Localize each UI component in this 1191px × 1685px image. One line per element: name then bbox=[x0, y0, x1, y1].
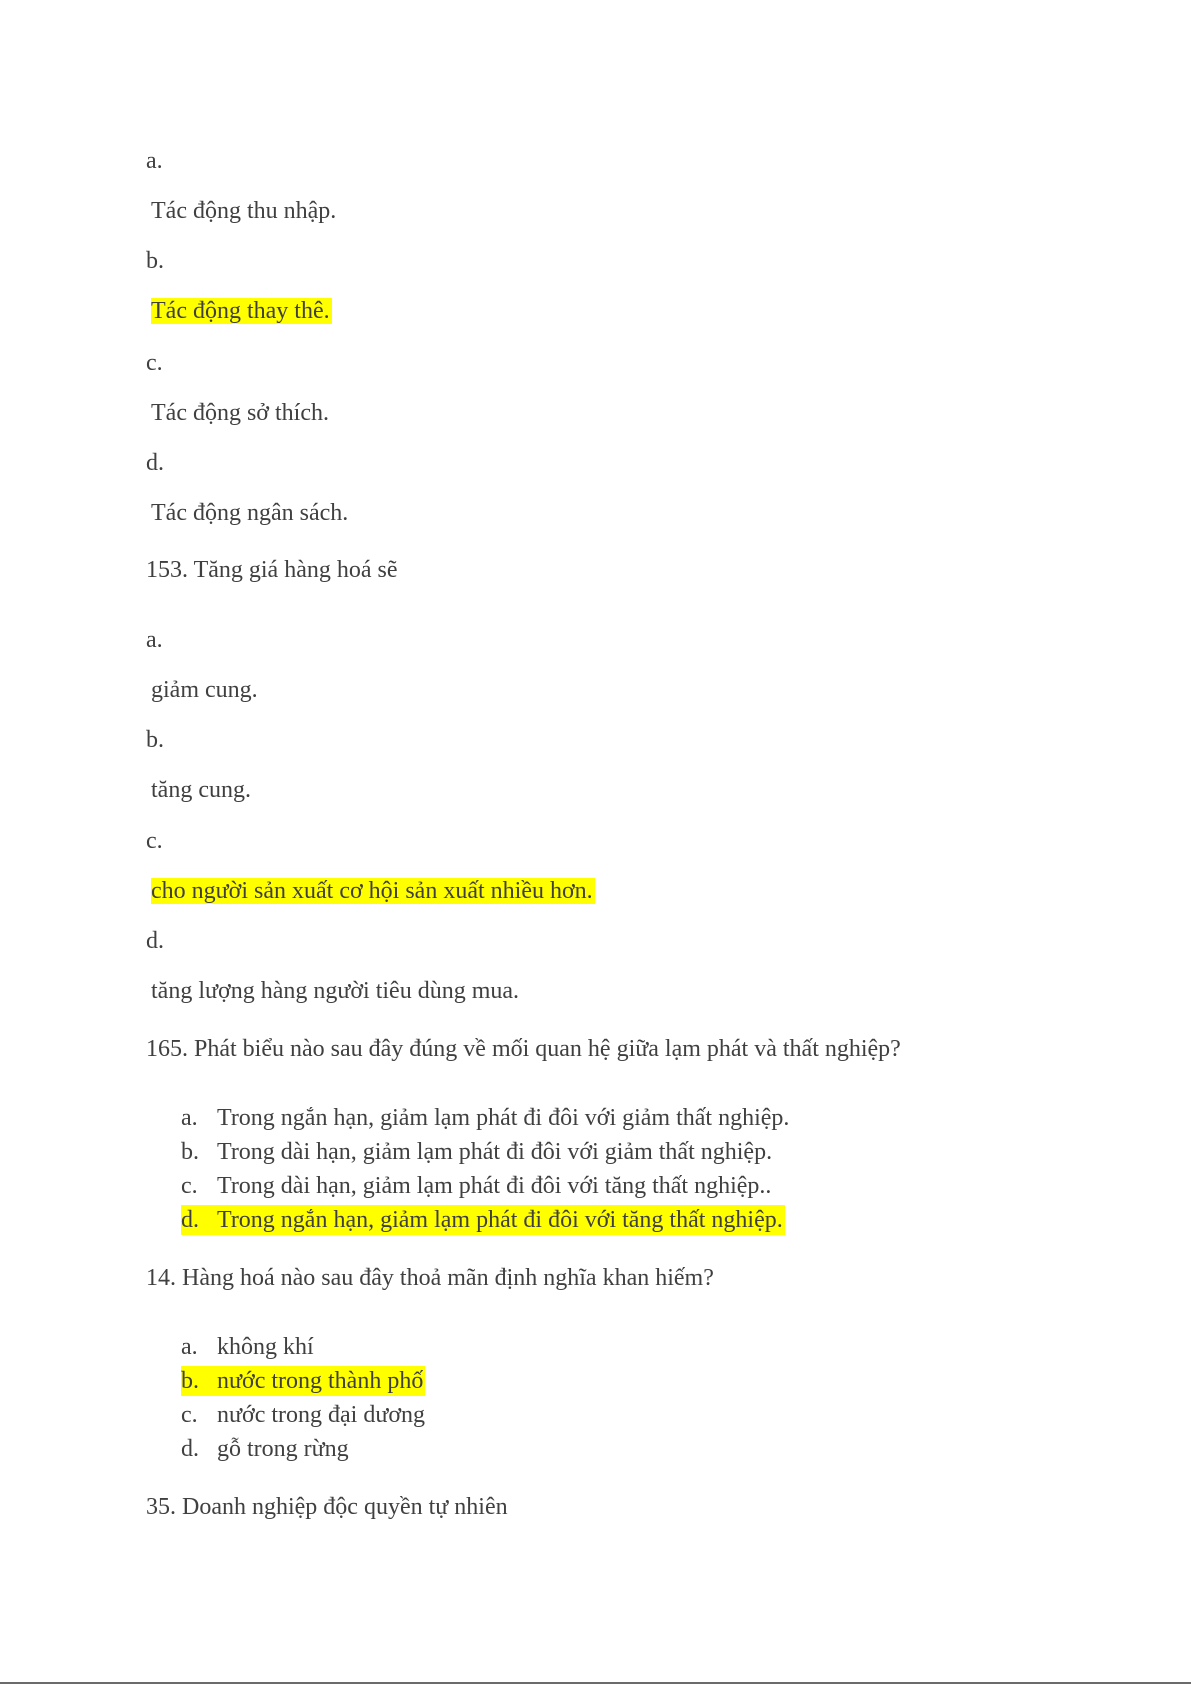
q165-option-d bbox=[181, 1205, 785, 1235]
option-text: Trong ngắn hạn, giảm lạm phát đi đôi với giảm thất nghiệp. bbox=[217, 1105, 790, 1131]
list-marker: c. bbox=[181, 1402, 198, 1428]
q165-option-b bbox=[181, 1137, 772, 1167]
q165-question: 165. Phát biểu nào sau đây đúng về mối quan hệ giữa lạm phát và thất nghiệp? bbox=[146, 1036, 901, 1062]
option-text: Trong dài hạn, giảm lạm phát đi đôi với giảm thất nghiệp. bbox=[217, 1139, 773, 1165]
q152-option-a-letter: a. bbox=[146, 148, 163, 174]
list-marker: d. bbox=[181, 1207, 199, 1233]
q153-option-a-text: giảm cung. bbox=[151, 677, 258, 703]
q153-option-a-letter: a. bbox=[146, 627, 163, 653]
option-text: nước trong đại dương bbox=[217, 1402, 426, 1428]
q152-option-a-text: Tác động thu nhập. bbox=[151, 198, 337, 224]
q152-option-b-text-row bbox=[151, 296, 332, 326]
list-marker: a. bbox=[181, 1105, 198, 1131]
list-marker: b. bbox=[181, 1139, 199, 1165]
list-marker: d. bbox=[181, 1436, 199, 1462]
q35-question: 35. Doanh nghiệp độc quyền tự nhiên bbox=[146, 1494, 508, 1520]
q153-option-d-letter: d. bbox=[146, 928, 164, 954]
q152-option-d-text: Tác động ngân sách. bbox=[151, 500, 349, 526]
q152-option-b-text: Tác động thay thê. bbox=[151, 298, 330, 324]
q153-option-b-letter: b. bbox=[146, 727, 164, 753]
option-text: gỗ trong rừng bbox=[217, 1436, 349, 1462]
q153-option-c-text: cho người sản xuất cơ hội sản xuất nhiều hơn. bbox=[151, 878, 593, 904]
q14-option-b bbox=[181, 1366, 425, 1396]
q153-option-b-text: tăng cung. bbox=[151, 777, 251, 803]
q14-option-a bbox=[181, 1332, 314, 1362]
q153-option-c-text-row bbox=[151, 876, 595, 906]
q165-option-a bbox=[181, 1103, 789, 1133]
q153-option-d-text: tăng lượng hàng người tiêu dùng mua. bbox=[151, 978, 520, 1004]
option-text: Trong dài hạn, giảm lạm phát đi đôi với tăng thất nghiệp.. bbox=[217, 1173, 772, 1199]
page-bottom-rule bbox=[0, 1682, 1191, 1684]
q14-option-c bbox=[181, 1400, 425, 1430]
q14-question: 14. Hàng hoá nào sau đây thoả mãn định nghĩa khan hiếm? bbox=[146, 1265, 714, 1291]
q152-option-b-letter: b. bbox=[146, 248, 164, 274]
option-text: nước trong thành phố bbox=[217, 1368, 424, 1394]
q14-option-d bbox=[181, 1434, 349, 1464]
q165-option-c bbox=[181, 1171, 771, 1201]
list-marker: a. bbox=[181, 1334, 198, 1360]
q152-option-c-letter: c. bbox=[146, 350, 163, 376]
q152-option-d-letter: d. bbox=[146, 450, 164, 476]
q152-option-c-text: Tác động sở thích. bbox=[151, 400, 329, 426]
q153-question: 153. Tăng giá hàng hoá sẽ bbox=[146, 557, 398, 583]
option-text: không khí bbox=[217, 1334, 314, 1360]
list-marker: c. bbox=[181, 1173, 198, 1199]
list-marker: b. bbox=[181, 1368, 199, 1394]
option-text: Trong ngắn hạn, giảm lạm phát đi đôi với tăng thất nghiệp. bbox=[217, 1207, 783, 1233]
q153-option-c-letter: c. bbox=[146, 828, 163, 854]
